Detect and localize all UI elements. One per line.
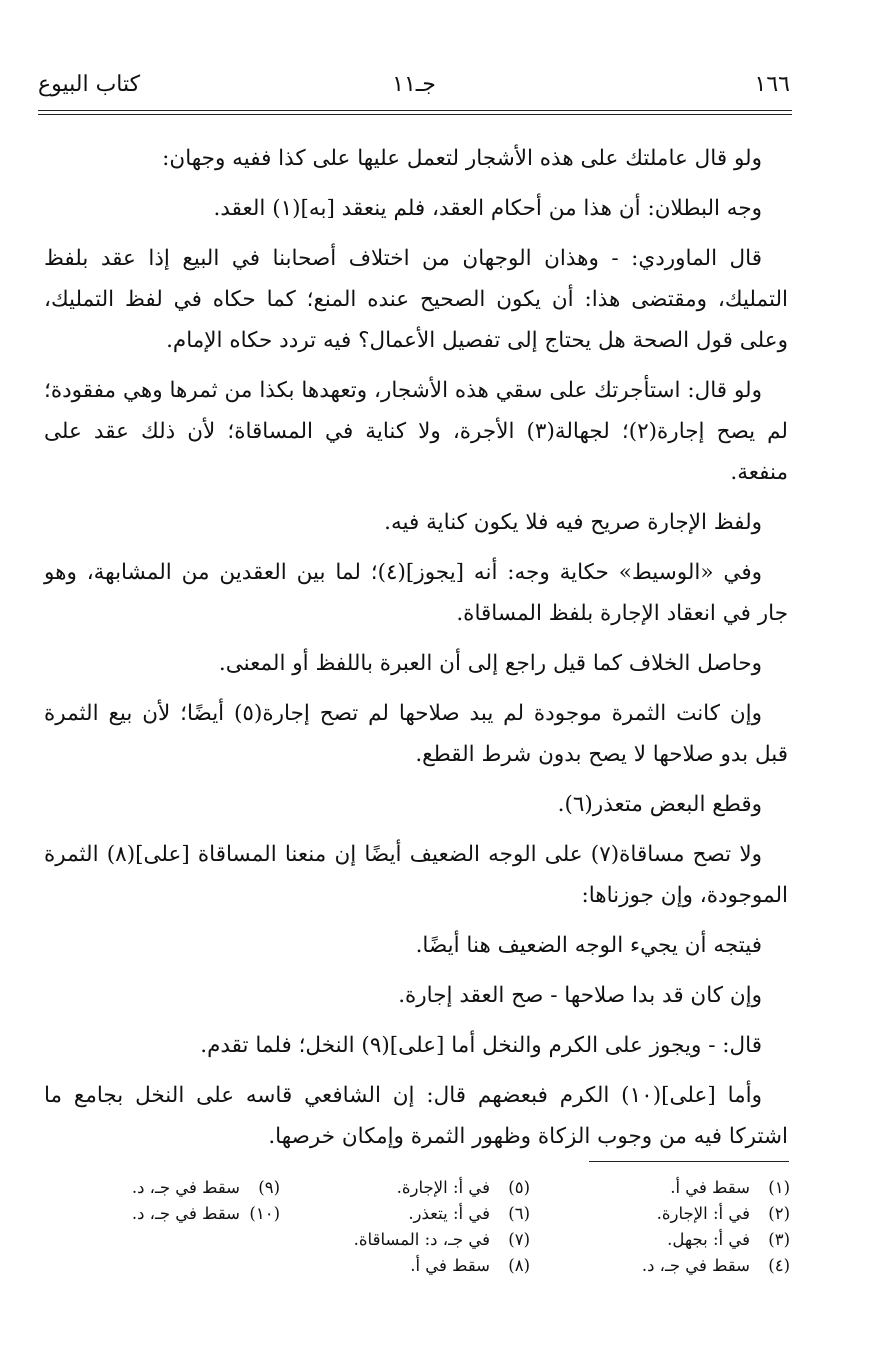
footnote xyxy=(100,1201,280,1227)
footnote-text: في أ: يتعذر. xyxy=(408,1204,490,1223)
footnote xyxy=(560,1253,790,1279)
footnote xyxy=(300,1227,530,1253)
header-rule-thick xyxy=(38,110,792,111)
footnote xyxy=(300,1201,530,1227)
footnote-column xyxy=(100,1175,280,1227)
footnote-number: (١) xyxy=(768,1178,790,1197)
footnote-text: في أ: الإجارة. xyxy=(396,1178,490,1197)
footnote-separator xyxy=(589,1161,789,1162)
page-header xyxy=(38,72,790,102)
paragraph: وحاصل الخلاف كما قيل راجع إلى أن العبرة باللفظ أو المعنى. xyxy=(218,651,762,676)
footnote-text: سقط في أ. xyxy=(670,1178,750,1197)
footnote-text: سقط في جـ، د. xyxy=(131,1178,240,1197)
footnote-text: في أ: بجهل. xyxy=(667,1230,750,1249)
paragraph: فيتجه أن يجيء الوجه الضعيف هنا أيضًا. xyxy=(415,933,762,958)
footnote xyxy=(300,1175,530,1201)
paragraph: وجه البطلان: أن هذا من أحكام العقد، فلم ينعقد [به](١) العقد. xyxy=(213,196,762,221)
footnote-text: في أ: الإجارة. xyxy=(656,1204,750,1223)
footnote-text: سقط في جـ، د. xyxy=(641,1256,750,1275)
paragraph: وإن كانت الثمرة موجودة لم يبد صلاحها لم تصح إجارة(٥) أيضًا؛ لأن بيع الثمرة قبل بدو صلاحها لا يصح بدون شرط القطع. xyxy=(44,701,788,767)
footnote-text: في جـ، د: المساقاة. xyxy=(353,1230,490,1249)
paragraph: وقطع البعض متعذر(٦). xyxy=(557,792,762,817)
footnote xyxy=(560,1227,790,1253)
footnote xyxy=(560,1175,790,1201)
footnote-column xyxy=(560,1175,790,1279)
paragraph: قال الماوردي: - وهذان الوجهان من اختلاف أصحابنا في البيع إذا عقد بلفظ التمليك، ومقتضى هذا: أن يكون الصحيح عنده المنع؛ كما حكاه في لفظ التمليك، وعلى قول الصحة هل يحتاج إلى تفصيل الأعمال؟ فيه تردد حكاه الإمام. xyxy=(44,246,788,353)
paragraph: ولفظ الإجارة صريح فيه فلا يكون كناية فيه. xyxy=(384,510,762,535)
footnote-text: سقط في أ. xyxy=(410,1256,490,1275)
page-number: ١٦٦ xyxy=(754,72,790,97)
footnote-number: (١٠) xyxy=(249,1204,280,1223)
book-title: كتاب البيوع xyxy=(38,72,141,97)
volume-label: جـ١١ xyxy=(392,72,436,97)
footnote-number: (٦) xyxy=(508,1204,530,1223)
paragraph: ولا تصح مساقاة(٧) على الوجه الضعيف أيضًا إن منعنا المساقاة [على](٨) الثمرة الموجودة، وإن جوزناها: xyxy=(44,842,788,908)
header-rule-thin xyxy=(38,114,792,115)
footnote-number: (٥) xyxy=(508,1178,530,1197)
footnote-number: (٤) xyxy=(768,1256,790,1275)
main-text xyxy=(44,138,788,1166)
paragraph: وفي «الوسيط» حكاية وجه: أنه [يجوز](٤)؛ لما بين العقدين من المشابهة، وهو جار في انعقاد الإجارة بلفظ المساقاة. xyxy=(44,560,788,626)
footnote-column xyxy=(300,1175,530,1279)
paragraph: قال: - ويجوز على الكرم والنخل أما [على](٩) النخل؛ فلما تقدم. xyxy=(200,1033,762,1058)
footnote-number: (٢) xyxy=(768,1204,790,1223)
paragraph: وإن كان قد بدا صلاحها - صح العقد إجارة. xyxy=(398,983,762,1008)
footnote-number: (٧) xyxy=(508,1230,530,1249)
footnotes xyxy=(100,1175,790,1295)
paragraph: ولو قال: استأجرتك على سقي هذه الأشجار، وتعهدها بكذا من ثمرها وهي مفقودة؛ لم يصح إجارة(٢)؛ لجهالة(٣) الأجرة، ولا كناية في المساقاة؛ لأن ذلك عقد على منفعة. xyxy=(44,378,788,485)
footnote-text: سقط في جـ، د. xyxy=(131,1204,240,1223)
footnote-number: (٩) xyxy=(258,1178,280,1197)
paragraph: ولو قال عاملتك على هذه الأشجار لتعمل عليها على كذا ففيه وجهان: xyxy=(162,146,762,171)
footnote-number: (٨) xyxy=(508,1256,530,1275)
footnote-number: (٣) xyxy=(768,1230,790,1249)
footnote xyxy=(560,1201,790,1227)
footnote xyxy=(100,1175,280,1201)
footnote xyxy=(300,1253,530,1279)
paragraph: وأما [على](١٠) الكرم فبعضهم قال: إن الشافعي قاسه على النخل بجامع ما اشتركا فيه من وجوب الزكاة وظهور الثمرة وإمكان خرصها. xyxy=(44,1083,788,1149)
